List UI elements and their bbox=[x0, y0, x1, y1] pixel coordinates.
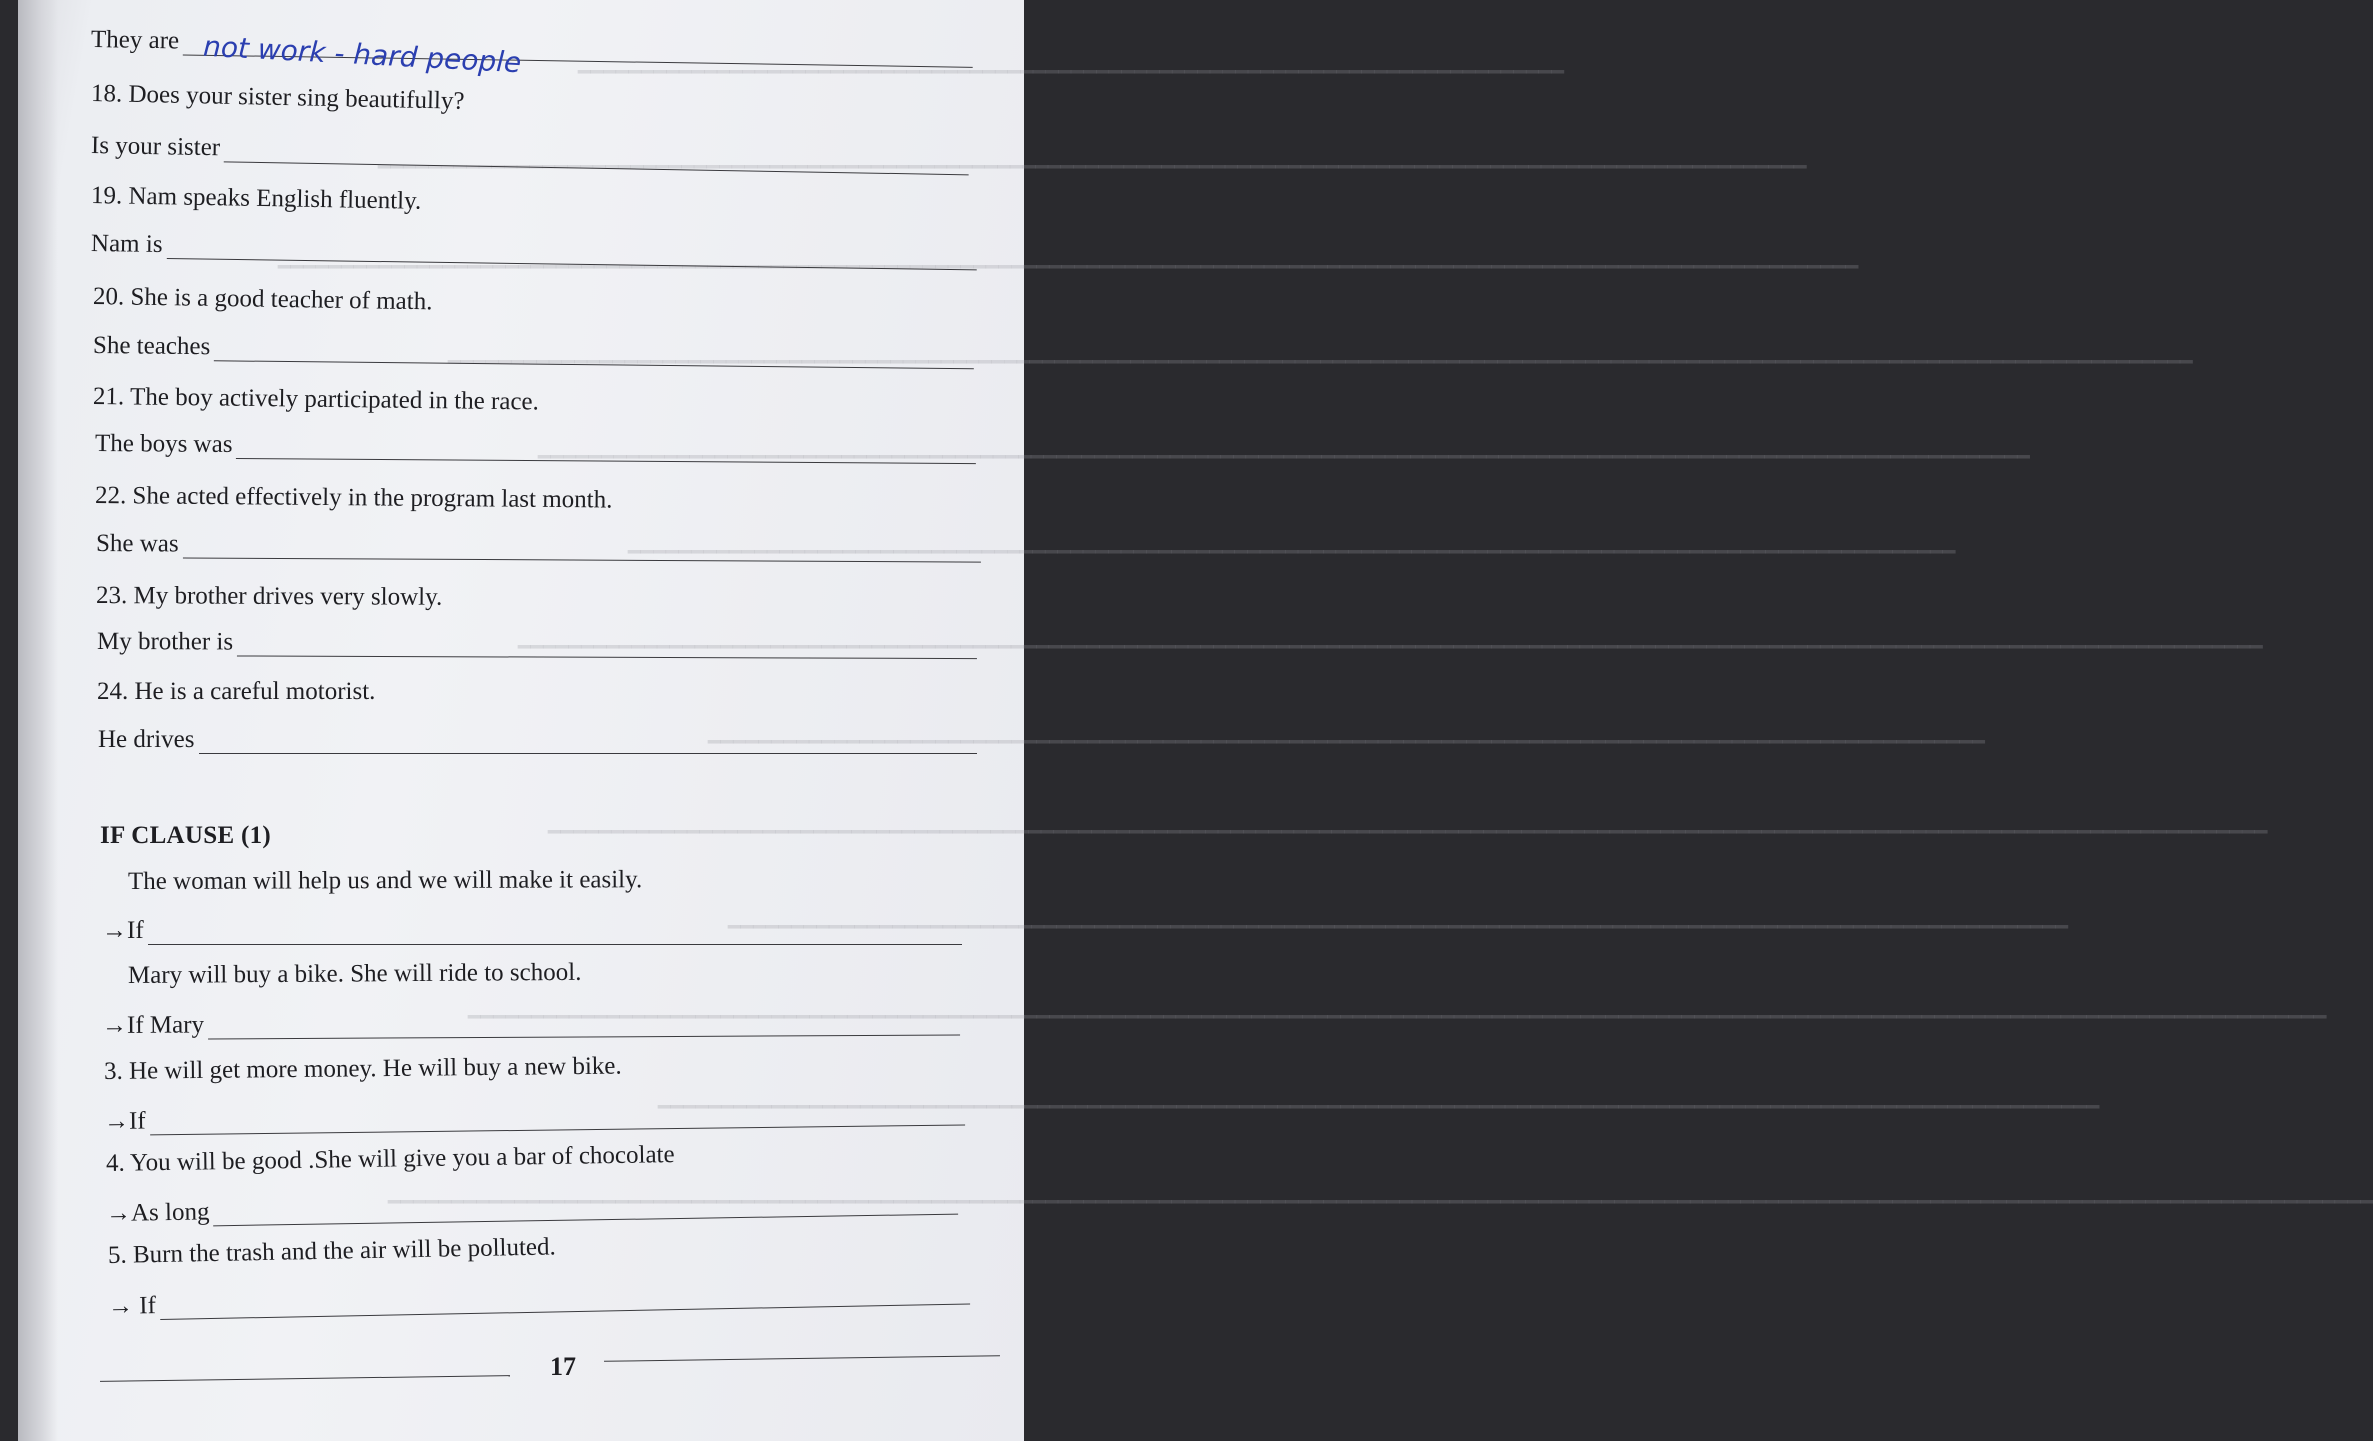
answer-prompt: →If bbox=[103, 1107, 146, 1135]
if-item-4-answer-line bbox=[106, 1187, 959, 1228]
answer-blank[interactable] bbox=[208, 1013, 960, 1040]
answer-blank[interactable] bbox=[183, 535, 981, 562]
show-through-text: ━━━━━━━━━━━━━━━━━━━━━━━━━━━━━━━━━━━━━━━━━━━━━━━━━━━━━━━━━━━━━━━━━━━━━━━━━━━━━━━━━━━━━━━━━━━━━━━━━━━━━━━━━ bbox=[628, 540, 1956, 564]
answer-blank[interactable] bbox=[160, 1281, 970, 1320]
answer-blank[interactable] bbox=[150, 1102, 965, 1135]
exercise-21-sentence bbox=[93, 383, 539, 416]
exercise-20-sentence bbox=[93, 283, 433, 316]
show-through-text: ━━━━━━━━━━━━━━━━━━━━━━━━━━━━━━━━━━━━━━━━━━━━━━━━━━━━━━━━━━━━━━━━━━━━━━━━━━━━━━━━━━━━━━━━━━━━━━━━━━━━━━━━━━ bbox=[728, 915, 2069, 939]
exercise-text: The boy actively participated in the race. bbox=[129, 383, 540, 416]
if-item-2-sentence: Mary will buy a bike. She will ride to school. bbox=[127, 958, 582, 989]
book-spine-shadow bbox=[18, 0, 58, 1441]
exercise-21-answer-line bbox=[95, 430, 977, 464]
exercise-20-answer-line bbox=[93, 332, 975, 369]
if-item-1-sentence: The woman will help us and we will make it easily. bbox=[127, 866, 643, 895]
show-through-text: ━━━━━━━━━━━━━━━━━━━━━━━━━━━━━━━━━━━━━━━━━━━━━━━━━━━━━━━━━━━━━━━━━━━━━━━━━━━━━━━━━━━━━━━━━━━━━━━━━━━━━━━━━━━━━━━━━ bbox=[378, 155, 1807, 179]
handwritten-answer: not work - hard people bbox=[202, 29, 523, 80]
exercise-23-answer-line bbox=[97, 628, 977, 659]
footer-rule-right bbox=[604, 1355, 1000, 1362]
page-number: 17 bbox=[550, 1352, 576, 1381]
answer-prompt: My brother is bbox=[96, 628, 234, 656]
exercise-18-sentence bbox=[91, 80, 465, 116]
answer-blank[interactable] bbox=[199, 731, 977, 754]
if-item-5-sentence: 5. Burn the trash and the air will be polluted. bbox=[107, 1233, 556, 1269]
show-through-text: ━━━━━━━━━━━━━━━━━━━━━━━━━━━━━━━━━━━━━━━━━━━━━━━━━━━━━━━━━━━━━━━━━━━━━━━━━━━━━━━━━━━━━━━━━━━━━━━━━━━━━━━━━━━━━━━━━━━━━━ bbox=[538, 445, 2030, 469]
show-through-text: ━━━━━━━━━━━━━━━━━━━━━━━━━━━━━━━━━━━━━━━━━━━━━━━━━━━━━━━━━━━━━━━━━━━━━━━━━━━━━━ bbox=[578, 60, 1565, 84]
section-heading-if-clause: IF CLAUSE (1) bbox=[100, 822, 272, 849]
if-item-3-answer-line bbox=[104, 1097, 965, 1136]
exercise-text: She acted effectively in the program last month. bbox=[132, 482, 613, 514]
answer-prompt: → If bbox=[107, 1292, 157, 1320]
exercise-text: Nam speaks English fluently. bbox=[128, 182, 422, 215]
exercise-number: 22. bbox=[94, 482, 127, 510]
answer-prompt: Is your sister bbox=[90, 132, 221, 162]
exercise-number: 23. bbox=[95, 582, 128, 610]
exercise-number: 18. bbox=[90, 80, 123, 108]
answer-prompt: They are bbox=[90, 26, 180, 55]
answer-blank[interactable] bbox=[148, 922, 962, 945]
worksheet-page bbox=[18, 0, 2373, 1441]
show-through-text: ━━━━━━━━━━━━━━━━━━━━━━━━━━━━━━━━━━━━━━━━━━━━━━━━━━━━━━━━━━━━━━━━━━━━━━━━━━━━━━━━━━━━━━━━━━━━━━━━━━━━━━━━━━━━━━━━━━━━━━━━━━━━━━━━━━━━━━━━━━ bbox=[448, 350, 2193, 374]
show-through-text: ━━━━━━━━━━━━━━━━━━━━━━━━━━━━━━━━━━━━━━━━━━━━━━━━━━━━━━━━━━━━━━━━━━━━━━━━━━━━━━━━━━━━━━━━━━━━━━━━━━━━━━━━━━━━━━━━━━━━━━━━━━━━━━━━━━━━━━━━━━ bbox=[518, 635, 2263, 659]
if-item-4-sentence: 4. You will be good .She will give you a bar of chocolate bbox=[105, 1141, 675, 1177]
answer-blank[interactable] bbox=[236, 436, 976, 464]
exercise-text: He is a careful motorist. bbox=[134, 678, 376, 705]
answer-prompt: →If bbox=[102, 917, 144, 944]
if-item-3-sentence: 3. He will get more money. He will buy a new bike. bbox=[103, 1052, 622, 1085]
exercise-24-sentence bbox=[97, 678, 375, 706]
show-through-text: ━━━━━━━━━━━━━━━━━━━━━━━━━━━━━━━━━━━━━━━━━━━━━━━━━━━━━━━━━━━━━━━━━━━━━━━━━━━━━━━━━━━━━━━━━━━━━━━━━━━━━━━━━━━━━━━━━━━━━━━━━━━━━━━━━━━━━━━━━━━━━━━━━━━ bbox=[468, 1005, 2327, 1029]
exercise-text: She is a good teacher of math. bbox=[130, 283, 433, 316]
if-item-2-answer-line bbox=[102, 1008, 960, 1040]
show-through-text: ━━━━━━━━━━━━━━━━━━━━━━━━━━━━━━━━━━━━━━━━━━━━━━━━━━━━━━━━━━━━━━━━━━━━━━━━━━━━━━━━━━━━━━━━━━━━━━━━━━━━━━━━━━━━━━━━━━━━━━━━━━━━━━━━━━━━━━━━━━━━━━━━━━━━━━━━━━━━━ bbox=[388, 1190, 2373, 1214]
show-through-text: ━━━━━━━━━━━━━━━━━━━━━━━━━━━━━━━━━━━━━━━━━━━━━━━━━━━━━━━━━━━━━━━━━━━━━━━━━━━━━━━━━━━━━━━━━━━━━━━━━━━━━━━━━━━━━━━━━━ bbox=[658, 1095, 2100, 1119]
exercise-23-sentence bbox=[96, 582, 442, 612]
exercise-number: 19. bbox=[90, 182, 123, 210]
answer-prompt: The boys was bbox=[94, 430, 233, 458]
answer-blank[interactable] bbox=[237, 633, 977, 659]
if-item-1-answer-line bbox=[102, 917, 962, 945]
exercise-number: 21. bbox=[92, 383, 125, 411]
answer-blank[interactable] bbox=[213, 1192, 958, 1227]
exercise-number: 24. bbox=[97, 678, 129, 705]
answer-prompt: She teaches bbox=[92, 332, 211, 361]
answer-prompt: She was bbox=[95, 530, 179, 558]
answer-prompt: Nam is bbox=[90, 230, 163, 258]
exercise-22-answer-line bbox=[96, 530, 981, 563]
answer-blank[interactable] bbox=[214, 338, 974, 369]
show-through-text: ━━━━━━━━━━━━━━━━━━━━━━━━━━━━━━━━━━━━━━━━━━━━━━━━━━━━━━━━━━━━━━━━━━━━━━━━━━━━━━━━━━━━━━━━━━━━━━━━━━━━━━━━━━━━━━━━━━━━━━━━━━━━━━━━━━━━━━━━ bbox=[548, 820, 2268, 844]
answer-prompt: He drives bbox=[98, 726, 195, 753]
show-through-text: ━━━━━━━━━━━━━━━━━━━━━━━━━━━━━━━━━━━━━━━━━━━━━━━━━━━━━━━━━━━━━━━━━━━━━━━━━━━━━━━━━━━━━━━━━━━━━━━━━━━━━━━━━━━━━━━━━━━━━━━━━━━━━ bbox=[278, 255, 1859, 279]
answer-prompt: →As long bbox=[105, 1198, 210, 1227]
answer-prompt: →If Mary bbox=[101, 1011, 205, 1039]
exercise-19-sentence bbox=[91, 182, 422, 216]
exercise-22-sentence bbox=[95, 482, 613, 515]
exercise-24-answer-line bbox=[98, 726, 977, 754]
if-item-5-answer-line bbox=[108, 1276, 970, 1321]
exercise-text: My brother drives very slowly. bbox=[133, 582, 443, 611]
exercise-number: 20. bbox=[92, 283, 125, 311]
exercise-text: Does your sister sing beautifully? bbox=[128, 80, 465, 115]
show-through-text: ━━━━━━━━━━━━━━━━━━━━━━━━━━━━━━━━━━━━━━━━━━━━━━━━━━━━━━━━━━━━━━━━━━━━━━━━━━━━━━━━━━━━━━━━━━━━━━━━━━━━━ bbox=[708, 730, 1985, 754]
footer-rule-left bbox=[100, 1375, 510, 1382]
